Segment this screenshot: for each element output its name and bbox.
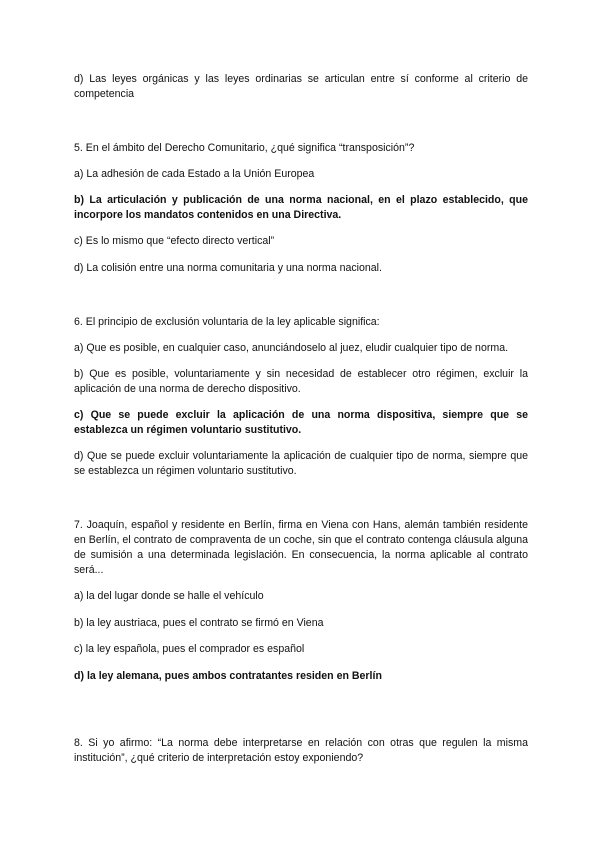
q7-option-c: c) la ley española, pues el comprador es español [74, 643, 305, 655]
q5-option-d: d) La colisión entre una norma comunitaria y una norma nacional. [74, 262, 382, 274]
q6-option-a: a) Que es posible, en cualquier caso, anunciándoselo al juez, eludir cualquier tipo de norma. [74, 342, 509, 354]
q6-option-c-correct: c) Que se puede excluir la aplicación de una norma dispositiva, siempre que se establezca un régimen voluntario sustitutivo. [74, 409, 528, 436]
q6-option-d: d) Que se puede excluir voluntariamente la aplicación de cualquier tipo de norma, siempre que se establezca un régimen voluntario sustitutivo. [74, 450, 528, 477]
q7-option-b: b) la ley austriaca, pues el contrato se firmó en Viena [74, 617, 324, 629]
q6-question: 6. El principio de exclusión voluntaria de la ley aplicable significa: [74, 316, 380, 328]
q5-question: 5. En el ámbito del Derecho Comunitario, ¿qué significa “transposición”? [74, 142, 415, 154]
q5-option-a: a) La adhesión de cada Estado a la Unión Europea [74, 168, 315, 180]
q5-option-c: c) Es lo mismo que “efecto directo vertical” [74, 235, 275, 247]
q6-option-b: b) Que es posible, voluntariamente y sin necesidad de establecer otro régimen, excluir la aplicación de una norma de derecho dispositivo. [74, 368, 528, 395]
q5-option-b-correct: b) La articulación y publicación de una norma nacional, en el plazo establecido, que incorpore los mandatos contenidos en una Directiva. [74, 194, 528, 221]
q7-option-d-correct: d) la ley alemana, pues ambos contratantes residen en Berlín [74, 670, 382, 682]
q7-question: 7. Joaquín, español y residente en Berlín, firma en Viena con Hans, alemán también residente en Berlín, el contrato de compraventa de un coche, sin que el contrato contenga cláusula alguna de sumisión a una determinada legislación. En consecuencia, la norma aplicable al contrato será... [74, 519, 528, 576]
q8-question: 8. Si yo afirmo: “La norma debe interpretarse en relación con otras que regulen la misma institución”, ¿qué criterio de interpretación estoy exponiendo? [74, 737, 528, 764]
prev-question-option-d: d) Las leyes orgánicas y las leyes ordinarias se articulan entre sí conforme al criterio de competencia [74, 73, 528, 100]
q7-option-a: a) la del lugar donde se halle el vehículo [74, 590, 264, 602]
